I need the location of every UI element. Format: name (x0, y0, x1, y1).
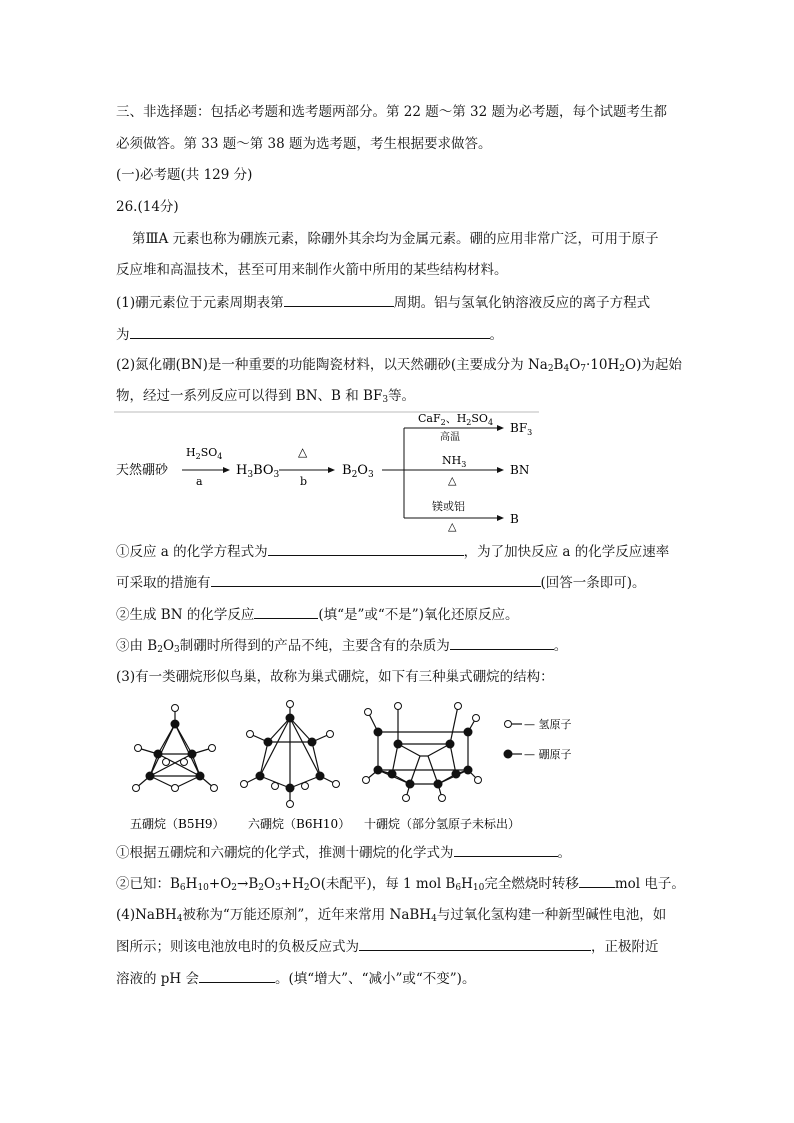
scheme-mid-reagent: $NH_3$ (442, 454, 467, 469)
part2-line1: (2)氮化硼(BN)是一种重要的功能陶瓷材料，以天然硼砂(主要成分为 $Na_2B_4O_7\cdot 10H_2O$)为起始 (116, 357, 682, 374)
caption-pentaborane: 五硼烷（B5H9） (130, 817, 225, 831)
boron-atom-legend-icon (504, 750, 513, 759)
answer-blank-ionic-equation[interactable] (130, 324, 490, 339)
section-intro-line2: 必须做答。第 33 题～第 38 题为选考题，考生根据要求做答。 (116, 136, 492, 152)
scheme-mid-product: BN (510, 463, 530, 477)
scheme-top-reagent: CaF$_2$、$H_2SO_4$ (418, 412, 494, 427)
hydrogen-atom-legend-icon (505, 721, 512, 728)
question-intro-line1: 第ⅢA 元素也称为硼族元素，除硼外其余均为金属元素。硼的应用非常广泛，可用于原子 (132, 231, 659, 247)
arrow-head-icon (223, 467, 230, 473)
scheme-reagent1: $H_2SO_4$ (186, 446, 223, 461)
scheme-top-cond: 高温 (440, 432, 460, 443)
question-intro-line2: 反应堆和高温技术，甚至可用来制作火箭中所用的某些结构材料。 (116, 262, 508, 278)
scheme-top-product: $BF_3$ (510, 421, 533, 437)
scheme-heat-b: △ (298, 445, 308, 459)
answer-blank-redox[interactable] (254, 604, 318, 619)
sub-q4: ①根据五硼烷和六硼烷的化学式，推测十硼烷的化学式为 。 (116, 842, 571, 863)
arrow-head-icon (497, 425, 504, 431)
scheme-bot-cond: △ (448, 520, 457, 533)
sub-q2: ②生成 BN 的化学反应 (填“是”或“不是”)氧化还原反应。 (116, 604, 518, 625)
answer-blank-impurity[interactable] (450, 635, 554, 650)
caption-decaborane: 十硼烷（部分氢原子未标出） (364, 817, 521, 831)
answer-blank-ph-change[interactable] (199, 968, 275, 983)
scheme-label-b: b (300, 475, 308, 488)
reaction-scheme (114, 406, 544, 534)
part4-line3: 溶液的 pH 会 。(填“增大”、“减小”或“不变”)。 (116, 968, 475, 989)
answer-blank-period[interactable] (284, 292, 394, 307)
arrow-head-icon (328, 467, 335, 473)
answer-blank-decaborane-formula[interactable] (454, 842, 558, 857)
sub-q5: ②已知：$B_6H_{10}+O_2\to B_2O_3+H_2O$(未配平)，每 1 mol $B_6H_{10}$完全燃烧时转移 mol 电子。 (116, 873, 685, 898)
arrow-head-icon (497, 515, 504, 521)
scheme-mid2: $B_2O_3$ (342, 463, 374, 480)
scheme-mid-cond: △ (448, 474, 457, 487)
scheme-mid1: $H_3BO_3$ (236, 463, 280, 480)
answer-blank-reaction-a[interactable] (268, 541, 464, 556)
question-number: 26.(14分) (116, 199, 179, 215)
borane-structures-figure (120, 696, 580, 836)
part2-line2: 物，经过一系列反应可以得到 BN、B 和 $BF_3$等。 (116, 388, 416, 405)
part3-intro: (3)有一类硼烷形似鸟巢，故称为巢式硼烷，如下有三种巢式硼烷的结构： (116, 669, 554, 685)
required-header: (一)必考题(共 129 分) (116, 167, 253, 183)
part4-line2: 图所示；则该电池放电时的负极反应式为 ，正极附近 (116, 936, 659, 957)
caption-hexaborane: 六硼烷（B6H10） (248, 817, 351, 831)
scheme-label-a: a (196, 475, 203, 488)
part1-line1: (1)硼元素位于元素周期表第 周期。铝与氢氧化钠溶液反应的离子方程式 (116, 292, 650, 313)
sub-q3: ③由 $B_2O_3$制硼时所得到的产品不纯，主要含有的杂质为 。 (116, 635, 567, 660)
part4-line1: (4)NaBH$_4$被称为“万能还原剂”，近年来常用 NaBH$_4$与过氧化氢构建一种新型碱性电池，如 (116, 907, 667, 924)
answer-blank-electrons[interactable] (579, 873, 615, 888)
section-intro-line1: 三、非选择题：包括必考题和选考题两部分。第 22 题～第 32 题为必考题，每个试题考生都 (116, 104, 668, 120)
sub-q1-line1: ①反应 a 的化学方程式为 ，为了加快反应 a 的化学反应速率 (116, 541, 669, 562)
answer-blank-rate-measure[interactable] (211, 572, 541, 587)
legend-hydrogen: — 氢原子 (524, 718, 572, 731)
scheme-bot-reagent: 镁或铝 (432, 500, 465, 513)
arrow-head-icon (497, 467, 504, 473)
scheme-start: 天然硼砂 (116, 463, 169, 478)
sub-q1-line2: 可采取的措施有 (回答一条即可)。 (116, 572, 646, 593)
part1-line2: 为 。 (116, 324, 503, 345)
legend-boron: — 硼原子 (524, 748, 572, 761)
scheme-bot-product: B (510, 512, 519, 526)
answer-blank-anode-equation[interactable] (359, 936, 591, 951)
